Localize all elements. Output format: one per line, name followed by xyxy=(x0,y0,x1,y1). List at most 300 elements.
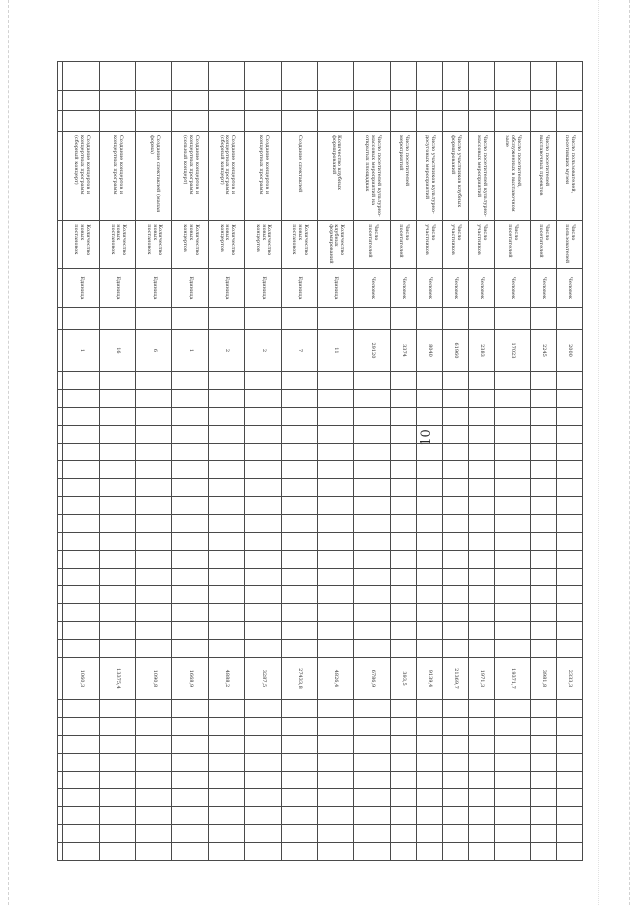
table-cell xyxy=(99,700,135,718)
table-cell xyxy=(530,532,556,550)
table-cell xyxy=(556,568,582,586)
table-cell xyxy=(99,550,135,568)
table-cell xyxy=(494,550,530,568)
table-cell xyxy=(136,90,172,111)
table-cell xyxy=(172,568,208,586)
table-cell xyxy=(63,568,99,586)
table-cell xyxy=(354,604,390,622)
table-cell xyxy=(63,700,99,718)
table-cell xyxy=(442,735,468,753)
table-cell xyxy=(63,622,99,640)
table-cell xyxy=(494,735,530,753)
table-cell xyxy=(245,700,281,718)
table-cell: 2 xyxy=(208,329,244,372)
table-cell xyxy=(58,90,63,111)
table-cell xyxy=(556,514,582,532)
table-cell: Единица xyxy=(208,269,244,307)
table-cell xyxy=(354,735,390,753)
table-cell xyxy=(58,461,63,479)
table-cell xyxy=(317,307,353,329)
table-cell xyxy=(245,789,281,807)
table-cell xyxy=(416,443,442,461)
table-cell xyxy=(63,479,99,497)
table-cell xyxy=(354,407,390,425)
table-cell xyxy=(172,443,208,461)
table-cell xyxy=(99,372,135,390)
table-cell xyxy=(281,443,317,461)
table-cell xyxy=(530,586,556,604)
table-cell xyxy=(208,514,244,532)
table-cell xyxy=(468,390,494,408)
table-cell xyxy=(58,771,63,789)
table-cell xyxy=(530,461,556,479)
table-cell xyxy=(390,514,416,532)
table-cell xyxy=(317,843,353,861)
table-cell xyxy=(354,807,390,825)
table-cell xyxy=(494,843,530,861)
table-cell xyxy=(208,825,244,843)
table-cell: Количество клубных формирований xyxy=(317,131,353,220)
table-cell xyxy=(354,700,390,718)
table-cell xyxy=(390,771,416,789)
table-cell xyxy=(136,843,172,861)
data-table xyxy=(57,61,583,861)
table-cell xyxy=(245,735,281,753)
table-cell xyxy=(442,718,468,736)
table-row xyxy=(416,62,442,861)
table-cell xyxy=(281,568,317,586)
table-cell xyxy=(245,372,281,390)
table-cell: 19371,7 xyxy=(494,657,530,700)
table-cell xyxy=(442,307,468,329)
table-row xyxy=(317,62,353,861)
table-cell xyxy=(556,390,582,408)
table-row xyxy=(390,62,416,861)
rotated-table-container xyxy=(57,61,583,861)
table-cell xyxy=(416,111,442,132)
table-cell xyxy=(317,407,353,425)
table-cell xyxy=(317,390,353,408)
table-cell xyxy=(63,425,99,443)
table-cell xyxy=(390,843,416,861)
table-cell xyxy=(556,62,582,91)
table-cell xyxy=(530,735,556,753)
table-row xyxy=(468,62,494,861)
table-cell xyxy=(281,843,317,861)
table-cell xyxy=(390,718,416,736)
table-cell xyxy=(99,62,135,91)
table-cell xyxy=(468,425,494,443)
table-cell xyxy=(390,622,416,640)
table-cell xyxy=(99,753,135,771)
table-row xyxy=(63,62,99,861)
table-cell xyxy=(468,443,494,461)
table-cell xyxy=(354,771,390,789)
table-cell xyxy=(416,514,442,532)
table-cell xyxy=(468,479,494,497)
table-cell xyxy=(556,407,582,425)
table-cell xyxy=(442,111,468,132)
table-cell: 6 xyxy=(136,329,172,372)
table-cell xyxy=(58,622,63,640)
table-cell xyxy=(172,639,208,657)
table-cell xyxy=(281,307,317,329)
table-cell xyxy=(63,789,99,807)
table-cell xyxy=(556,372,582,390)
table-cell xyxy=(58,269,63,307)
table-cell xyxy=(390,550,416,568)
table-cell xyxy=(530,789,556,807)
table-cell xyxy=(354,825,390,843)
table-cell xyxy=(530,622,556,640)
table-cell xyxy=(58,718,63,736)
table-cell xyxy=(58,639,63,657)
table-cell xyxy=(245,532,281,550)
table-cell xyxy=(317,753,353,771)
table-cell xyxy=(556,825,582,843)
table-cell xyxy=(317,568,353,586)
table-cell xyxy=(208,807,244,825)
table-cell: Число посетителей культурно-массовых мероприятий на открытых площадках xyxy=(354,131,390,220)
table-cell: 1668,9 xyxy=(172,657,208,700)
table-cell xyxy=(530,479,556,497)
table-cell xyxy=(281,550,317,568)
table-cell xyxy=(58,111,63,132)
table-cell xyxy=(442,390,468,408)
table-cell xyxy=(390,390,416,408)
table-cell xyxy=(530,550,556,568)
table-cell xyxy=(442,825,468,843)
table-cell xyxy=(245,807,281,825)
table-cell xyxy=(354,568,390,586)
table-cell xyxy=(172,390,208,408)
table-cell xyxy=(136,497,172,515)
table-cell xyxy=(136,307,172,329)
table-cell xyxy=(136,639,172,657)
table-cell xyxy=(442,372,468,390)
table-cell xyxy=(556,425,582,443)
table-cell xyxy=(136,372,172,390)
table-cell xyxy=(354,514,390,532)
table-cell xyxy=(494,568,530,586)
table-cell xyxy=(494,604,530,622)
table-cell xyxy=(494,718,530,736)
table-cell xyxy=(442,90,468,111)
table-cell xyxy=(556,718,582,736)
table-cell xyxy=(416,479,442,497)
table-cell xyxy=(136,771,172,789)
table-cell xyxy=(281,586,317,604)
table-cell xyxy=(245,825,281,843)
table-cell xyxy=(530,497,556,515)
table-cell xyxy=(208,622,244,640)
table-cell xyxy=(208,443,244,461)
table-cell xyxy=(494,90,530,111)
table-cell xyxy=(317,372,353,390)
table-cell xyxy=(245,550,281,568)
table-cell xyxy=(245,443,281,461)
table-cell xyxy=(530,514,556,532)
table-cell: 2333,3 xyxy=(556,657,582,700)
table-cell xyxy=(442,532,468,550)
table-cell xyxy=(390,825,416,843)
table-cell xyxy=(468,825,494,843)
table-cell: Число участников клубных формирований xyxy=(442,131,468,220)
table-cell xyxy=(63,639,99,657)
table-cell xyxy=(245,425,281,443)
table-cell xyxy=(442,425,468,443)
table-cell xyxy=(208,461,244,479)
table-cell xyxy=(468,372,494,390)
table-cell xyxy=(172,497,208,515)
table-cell xyxy=(556,622,582,640)
table-cell xyxy=(390,90,416,111)
table-cell xyxy=(245,390,281,408)
table-row xyxy=(556,62,582,861)
table-cell xyxy=(208,532,244,550)
table-cell: Число участников xyxy=(416,221,442,269)
table-cell xyxy=(390,497,416,515)
table-cell: Число посетителей мероприятий xyxy=(390,131,416,220)
table-cell xyxy=(442,407,468,425)
table-cell xyxy=(99,425,135,443)
table-cell xyxy=(530,307,556,329)
table-cell xyxy=(556,753,582,771)
table-cell xyxy=(390,735,416,753)
table-cell xyxy=(354,90,390,111)
table-cell xyxy=(468,604,494,622)
table-cell xyxy=(494,372,530,390)
table-cell xyxy=(556,639,582,657)
table-cell xyxy=(468,461,494,479)
table-cell: 16 xyxy=(99,329,135,372)
table-cell xyxy=(63,825,99,843)
table-cell xyxy=(281,622,317,640)
table-cell xyxy=(354,550,390,568)
table-cell: 1 xyxy=(63,329,99,372)
table-cell xyxy=(317,825,353,843)
table-row xyxy=(172,62,208,861)
table-cell xyxy=(208,497,244,515)
table-cell xyxy=(317,90,353,111)
table-cell xyxy=(494,807,530,825)
table-cell: Единица xyxy=(63,269,99,307)
table-cell: 2 xyxy=(245,329,281,372)
table-cell: 3981,8 xyxy=(530,657,556,700)
table-cell xyxy=(245,604,281,622)
table-cell: 8040 xyxy=(416,329,442,372)
table-cell: 2245 xyxy=(530,329,556,372)
table-cell xyxy=(556,550,582,568)
table-cell xyxy=(63,461,99,479)
table-cell xyxy=(172,532,208,550)
table-cell xyxy=(63,514,99,532)
table-cell xyxy=(317,789,353,807)
table-cell: Количество новых концертов xyxy=(245,221,281,269)
page-number: 10 xyxy=(418,429,434,446)
table-cell: Количество новых постановок xyxy=(99,221,135,269)
table-cell xyxy=(442,62,468,91)
table-cell xyxy=(245,514,281,532)
table-cell xyxy=(530,604,556,622)
table-cell xyxy=(281,90,317,111)
table-cell xyxy=(281,825,317,843)
table-cell xyxy=(556,461,582,479)
table-cell xyxy=(208,568,244,586)
table-cell xyxy=(245,843,281,861)
table-row xyxy=(208,62,244,861)
table-cell xyxy=(390,753,416,771)
table-cell xyxy=(494,407,530,425)
table-cell xyxy=(281,807,317,825)
table-cell: Количество новых постановок xyxy=(136,221,172,269)
table-cell xyxy=(530,718,556,736)
table-cell xyxy=(494,390,530,408)
table-cell xyxy=(172,825,208,843)
table-cell xyxy=(416,735,442,753)
table-cell: Единица xyxy=(172,269,208,307)
table-cell xyxy=(494,479,530,497)
table-cell xyxy=(58,753,63,771)
table-cell: Человек xyxy=(556,269,582,307)
table-cell: Число пользователей, посетивших музеи xyxy=(556,131,582,220)
table-cell xyxy=(556,843,582,861)
table-cell: Число посетителей, обслуженных в выставочном зале xyxy=(494,131,530,220)
table-cell xyxy=(556,532,582,550)
table-cell: Количество клубных формирований xyxy=(317,221,353,269)
table-cell xyxy=(317,514,353,532)
table-cell xyxy=(281,461,317,479)
table-cell xyxy=(245,62,281,91)
table-cell xyxy=(245,639,281,657)
table-cell xyxy=(58,329,63,372)
table-cell xyxy=(468,735,494,753)
table-row xyxy=(99,62,135,861)
data-table-body xyxy=(58,62,583,861)
table-cell xyxy=(99,461,135,479)
table-cell xyxy=(281,425,317,443)
table-cell xyxy=(63,62,99,91)
table-cell xyxy=(556,735,582,753)
table-cell xyxy=(208,390,244,408)
table-cell xyxy=(245,479,281,497)
table-cell: Создание концертов и концертных программ (сборный концерт) xyxy=(63,131,99,220)
table-cell xyxy=(172,514,208,532)
table-cell: 13375,4 xyxy=(99,657,135,700)
table-cell xyxy=(99,479,135,497)
table-cell xyxy=(136,111,172,132)
table-cell xyxy=(172,789,208,807)
table-cell xyxy=(530,753,556,771)
table-cell xyxy=(63,111,99,132)
table-cell xyxy=(354,479,390,497)
table-cell xyxy=(281,639,317,657)
table-cell xyxy=(530,700,556,718)
table-cell xyxy=(317,639,353,657)
table-cell xyxy=(494,789,530,807)
table-cell xyxy=(494,111,530,132)
table-cell: 7 xyxy=(281,329,317,372)
table-cell xyxy=(416,90,442,111)
table-cell xyxy=(416,62,442,91)
table-cell: Единица xyxy=(317,269,353,307)
table-cell xyxy=(416,372,442,390)
table-cell xyxy=(494,62,530,91)
table-cell xyxy=(281,718,317,736)
table-cell xyxy=(317,532,353,550)
table-cell xyxy=(494,753,530,771)
table-cell xyxy=(530,372,556,390)
table-cell xyxy=(63,550,99,568)
table-cell xyxy=(136,586,172,604)
table-cell: Число посетителей выставочных проектов xyxy=(530,131,556,220)
table-cell xyxy=(172,372,208,390)
table-cell xyxy=(208,307,244,329)
table-cell xyxy=(494,425,530,443)
table-cell xyxy=(136,700,172,718)
table-cell xyxy=(416,753,442,771)
table-cell: Единица xyxy=(99,269,135,307)
table-cell xyxy=(468,586,494,604)
table-cell xyxy=(442,789,468,807)
table-cell xyxy=(468,753,494,771)
table-cell xyxy=(416,568,442,586)
table-cell xyxy=(317,111,353,132)
table-cell xyxy=(281,390,317,408)
table-cell xyxy=(556,443,582,461)
table-cell xyxy=(208,372,244,390)
table-cell xyxy=(136,532,172,550)
table-cell xyxy=(416,604,442,622)
table-cell: 29120 xyxy=(354,329,390,372)
table-cell xyxy=(317,622,353,640)
table-cell xyxy=(99,586,135,604)
table-cell xyxy=(416,497,442,515)
table-cell xyxy=(208,62,244,91)
table-cell xyxy=(245,497,281,515)
table-cell xyxy=(172,90,208,111)
table-cell xyxy=(494,622,530,640)
table-cell xyxy=(63,586,99,604)
table-cell xyxy=(416,425,442,443)
table-cell xyxy=(416,843,442,861)
table-cell xyxy=(494,307,530,329)
scan-edge-fold xyxy=(598,0,600,905)
table-cell xyxy=(317,479,353,497)
table-cell xyxy=(530,639,556,657)
table-cell: Количество новых концертов xyxy=(208,221,244,269)
table-cell xyxy=(442,843,468,861)
table-cell xyxy=(416,307,442,329)
table-cell: 1971,3 xyxy=(468,657,494,700)
table-cell xyxy=(556,90,582,111)
table-cell xyxy=(317,550,353,568)
table-cell xyxy=(468,514,494,532)
table-cell xyxy=(63,307,99,329)
table-cell: Создание концертов и концертных программ xyxy=(245,131,281,220)
table-cell xyxy=(63,807,99,825)
table-cell: 9139,4 xyxy=(416,657,442,700)
table-cell: Создание концертов и концертных программ xyxy=(99,131,135,220)
table-cell xyxy=(442,497,468,515)
table-cell: Человек xyxy=(494,269,530,307)
table-cell xyxy=(416,771,442,789)
table-cell xyxy=(99,568,135,586)
table-cell xyxy=(468,90,494,111)
table-cell xyxy=(58,221,63,269)
table-cell xyxy=(354,586,390,604)
table-cell xyxy=(172,479,208,497)
